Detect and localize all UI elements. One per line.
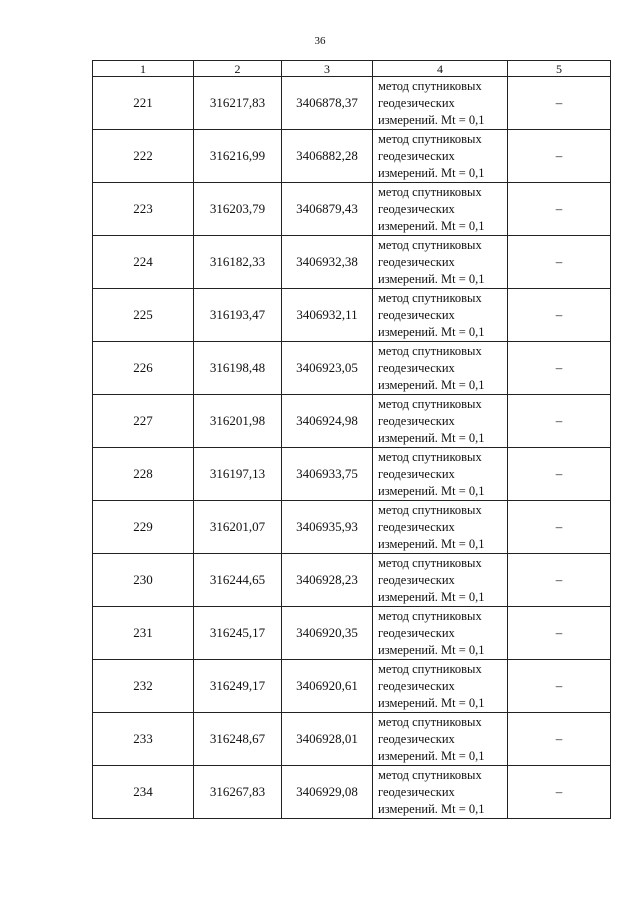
description-cell: –	[508, 130, 611, 183]
point-number-cell: 224	[93, 236, 194, 289]
method-line: метод спутниковых	[378, 343, 482, 358]
method-line: метод спутниковых	[378, 661, 482, 676]
method-line: метод спутниковых	[378, 555, 482, 570]
header-col-2: 2	[194, 61, 282, 77]
method-line: измерений. Mt = 0,1	[378, 112, 485, 127]
y-coordinate-cell: 3406935,93	[282, 501, 373, 554]
method-line: геодезических	[378, 360, 455, 375]
table-row	[93, 501, 611, 554]
description-cell: –	[508, 607, 611, 660]
method-line: измерений. Mt = 0,1	[378, 430, 485, 445]
method-line: метод спутниковых	[378, 767, 482, 782]
table-row	[93, 183, 611, 236]
method-cell	[373, 395, 508, 448]
x-coordinate-cell: 316216,99	[194, 130, 282, 183]
method-line: метод спутниковых	[378, 502, 482, 517]
table-row	[93, 713, 611, 766]
method-line: геодезических	[378, 307, 455, 322]
method-line: метод спутниковых	[378, 714, 482, 729]
method-cell	[373, 660, 508, 713]
x-coordinate-cell: 316203,79	[194, 183, 282, 236]
x-coordinate-cell: 316201,98	[194, 395, 282, 448]
point-number-cell: 232	[93, 660, 194, 713]
x-coordinate-cell: 316244,65	[194, 554, 282, 607]
method-line: метод спутниковых	[378, 290, 482, 305]
method-cell	[373, 607, 508, 660]
point-number-cell: 227	[93, 395, 194, 448]
table-row	[93, 766, 611, 819]
table-body	[93, 77, 611, 819]
method-line: геодезических	[378, 678, 455, 693]
point-number-cell: 221	[93, 77, 194, 130]
table-row	[93, 236, 611, 289]
method-line: геодезических	[378, 572, 455, 587]
method-line: измерений. Mt = 0,1	[378, 271, 485, 286]
description-cell: –	[508, 395, 611, 448]
table-row	[93, 395, 611, 448]
x-coordinate-cell: 316182,33	[194, 236, 282, 289]
description-cell: –	[508, 713, 611, 766]
method-line: метод спутниковых	[378, 449, 482, 464]
method-line: геодезических	[378, 413, 455, 428]
x-coordinate-cell: 316193,47	[194, 289, 282, 342]
x-coordinate-cell: 316197,13	[194, 448, 282, 501]
x-coordinate-cell: 316201,07	[194, 501, 282, 554]
header-col-4: 4	[373, 61, 508, 77]
description-cell: –	[508, 554, 611, 607]
method-line: измерений. Mt = 0,1	[378, 589, 485, 604]
y-coordinate-cell: 3406932,38	[282, 236, 373, 289]
method-line: измерений. Mt = 0,1	[378, 483, 485, 498]
header-row	[93, 61, 611, 77]
method-line: метод спутниковых	[378, 131, 482, 146]
y-coordinate-cell: 3406878,37	[282, 77, 373, 130]
page-number: 36	[314, 35, 326, 47]
x-coordinate-cell: 316198,48	[194, 342, 282, 395]
method-line: геодезических	[378, 148, 455, 163]
description-cell: –	[508, 77, 611, 130]
method-line: метод спутниковых	[378, 184, 482, 199]
description-cell: –	[508, 289, 611, 342]
method-line: геодезических	[378, 519, 455, 534]
point-number-cell: 226	[93, 342, 194, 395]
table-row	[93, 130, 611, 183]
method-line: метод спутниковых	[378, 608, 482, 623]
method-line: метод спутниковых	[378, 237, 482, 252]
point-number-cell: 231	[93, 607, 194, 660]
point-number-cell: 233	[93, 713, 194, 766]
method-cell	[373, 289, 508, 342]
method-line: измерений. Mt = 0,1	[378, 377, 485, 392]
table-row	[93, 448, 611, 501]
table-row	[93, 77, 611, 130]
description-cell: –	[508, 342, 611, 395]
method-line: измерений. Mt = 0,1	[378, 324, 485, 339]
x-coordinate-cell: 316245,17	[194, 607, 282, 660]
method-line: измерений. Mt = 0,1	[378, 642, 485, 657]
point-number-cell: 225	[93, 289, 194, 342]
y-coordinate-cell: 3406920,61	[282, 660, 373, 713]
table-row	[93, 660, 611, 713]
method-cell	[373, 448, 508, 501]
description-cell: –	[508, 236, 611, 289]
method-line: измерений. Mt = 0,1	[378, 801, 485, 816]
y-coordinate-cell: 3406920,35	[282, 607, 373, 660]
method-line: геодезических	[378, 254, 455, 269]
y-coordinate-cell: 3406928,01	[282, 713, 373, 766]
x-coordinate-cell: 316217,83	[194, 77, 282, 130]
table-row	[93, 342, 611, 395]
method-cell	[373, 501, 508, 554]
method-cell	[373, 130, 508, 183]
method-cell	[373, 713, 508, 766]
y-coordinate-cell: 3406923,05	[282, 342, 373, 395]
description-cell: –	[508, 183, 611, 236]
point-number-cell: 234	[93, 766, 194, 819]
method-line: измерений. Mt = 0,1	[378, 165, 485, 180]
y-coordinate-cell: 3406882,28	[282, 130, 373, 183]
method-cell	[373, 554, 508, 607]
description-cell: –	[508, 448, 611, 501]
y-coordinate-cell: 3406928,23	[282, 554, 373, 607]
method-line: геодезических	[378, 731, 455, 746]
method-line: геодезических	[378, 625, 455, 640]
description-cell: –	[508, 660, 611, 713]
table-row	[93, 289, 611, 342]
method-cell	[373, 183, 508, 236]
description-cell: –	[508, 501, 611, 554]
description-cell: –	[508, 766, 611, 819]
coordinates-table	[92, 60, 611, 819]
header-col-5: 5	[508, 61, 611, 77]
method-line: геодезических	[378, 466, 455, 481]
method-line: геодезических	[378, 784, 455, 799]
method-cell	[373, 766, 508, 819]
y-coordinate-cell: 3406932,11	[282, 289, 373, 342]
method-line: измерений. Mt = 0,1	[378, 218, 485, 233]
y-coordinate-cell: 3406879,43	[282, 183, 373, 236]
method-line: измерений. Mt = 0,1	[378, 536, 485, 551]
header-col-1: 1	[93, 61, 194, 77]
method-cell	[373, 77, 508, 130]
method-line: измерений. Mt = 0,1	[378, 695, 485, 710]
method-line: геодезических	[378, 95, 455, 110]
x-coordinate-cell: 316249,17	[194, 660, 282, 713]
point-number-cell: 230	[93, 554, 194, 607]
point-number-cell: 222	[93, 130, 194, 183]
header-col-3: 3	[282, 61, 373, 77]
method-line: метод спутниковых	[378, 78, 482, 93]
y-coordinate-cell: 3406924,98	[282, 395, 373, 448]
point-number-cell: 229	[93, 501, 194, 554]
method-line: метод спутниковых	[378, 396, 482, 411]
x-coordinate-cell: 316248,67	[194, 713, 282, 766]
y-coordinate-cell: 3406933,75	[282, 448, 373, 501]
y-coordinate-cell: 3406929,08	[282, 766, 373, 819]
x-coordinate-cell: 316267,83	[194, 766, 282, 819]
method-line: измерений. Mt = 0,1	[378, 748, 485, 763]
point-number-cell: 223	[93, 183, 194, 236]
method-cell	[373, 342, 508, 395]
table-row	[93, 607, 611, 660]
method-cell	[373, 236, 508, 289]
method-line: геодезических	[378, 201, 455, 216]
point-number-cell: 228	[93, 448, 194, 501]
table-row	[93, 554, 611, 607]
